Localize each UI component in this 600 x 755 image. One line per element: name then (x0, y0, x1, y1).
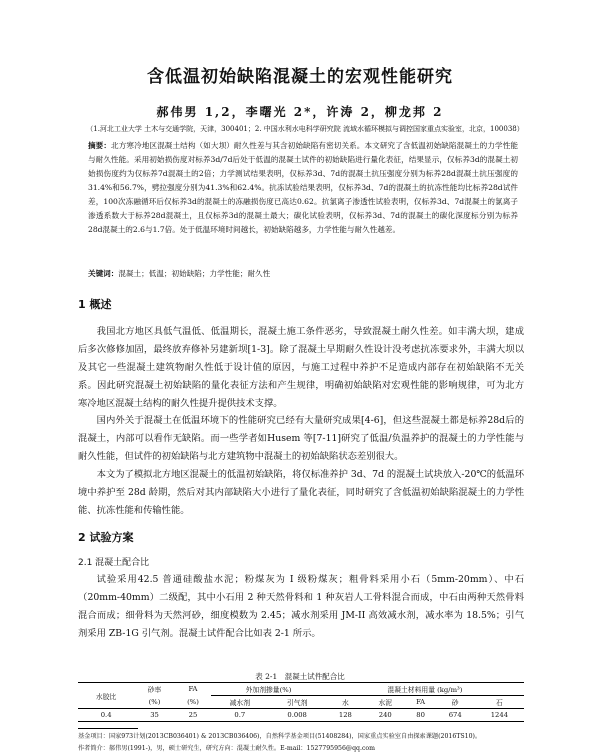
affiliation: （1.河北工业大学 土木与交通学院，天津，300401；2. 中国水利水电科学研究院 流域水循环模拟与调控国家重点实验室，北京，100038） (86, 125, 524, 133)
footnote-author-bio: 作者简介：郝伟男(1991-)，男，硕士研究生，研究方向：混凝土耐久性。E-mail：1527795956@qq.com (78, 745, 376, 752)
body-paragraph: 试验采用42.5 普通硅酸盐水泥；粉煤灰为 I 级粉煤灰；粗骨料采用小石（5mm-20mm）、中石（20mm-40mm）二级配，其中小石用 2 种天然骨料和 1 种灰岩人工骨料混合而成，中石由两种天然骨料混合而成；细骨料为天然河砂，细度模数为 2.45；减水剂采用 JM-II 高效减水剂，减水率为 18.5%；引气剂采用 ZB-1G 引气剂。混凝土试件配合比如表 2-1 所示。 (78, 574, 524, 639)
abstract-text: 北方寒冷地区混凝土结构（如大坝）耐久性差与其含初始缺陷有密切关系。本文研究了含低温初始缺陷混凝土的力学性能与耐久性能。采用初始损伤度对标养3d/7d后处于低温的混凝土试件的初始缺陷进行量化表征，结果显示，仅标养3d的混凝土初始损伤度约为仅标养7d混凝土的2倍；力学测试结果表明，仅标养3d、7d的混凝土抗压强度分别为标养28d混凝土抗压强度的31.4%和56.7%，劈拉强度分别为41.3%和62.4%。抗冻试验结果表明，仅标养3d、7d的混凝土的抗冻性能均比标养28d试件差，100次冻融循环后仅标养3d的混凝土的冻融损伤度已高达0.62。抗氯离子渗透性试验表明，仅标养3d、7d混凝土的氯离子渗透系数大于标养28d混凝土，且仅标养3d的混凝土最大；碳化试验表明，仅标养3d、7d的混凝土的碳化深度标分别为标养28d混凝土的2.6与1.7倍。处于低温环境时间越长，初始缺陷越多，力学性能与耐久性越差。 (88, 141, 519, 234)
table-cell: 0.7 (211, 709, 268, 722)
header-cell: 水胶比 (78, 683, 134, 709)
paper-title: 含低温初始缺陷混凝土的宏观性能研究 (147, 67, 453, 87)
header-cell: 混凝土材料用量 (kg/m³) (326, 683, 524, 696)
abstract (88, 139, 518, 237)
mix-proportion-table (78, 682, 524, 722)
table-cell: 674 (436, 709, 475, 722)
header-cell: (%) (187, 697, 199, 706)
header-cell: 外加剂掺量(%) (211, 683, 326, 696)
table-cell: 80 (406, 709, 436, 722)
section-heading-overview: 1 概述 (78, 298, 112, 311)
keywords-text: 混凝土；低温；初始缺陷；力学性能；耐久性 (118, 269, 271, 278)
table-cell: 25 (175, 709, 211, 722)
table-subheader-row (78, 696, 524, 709)
table-caption: 表 2-1 混凝土试件配合比 (255, 672, 345, 681)
header-cell: 砂率 (134, 683, 175, 696)
table-cell: 240 (365, 709, 406, 722)
table-cell: 35 (134, 709, 175, 722)
table-cell: 0.4 (78, 709, 134, 722)
body-paragraph: 国内外关于混凝土在低温环境下的性能研究已经有大量研究成果[4-6]，但这些混凝土都是标养28d后的混凝土，内部可以看作无缺陷。而一些学者如Husem 等[7-11]研究了低温/负温养护的混凝土的力学性能与耐久性能，但试件的初始缺陷与北方建筑物中混凝土的初始缺陷状态差别很大。 (78, 415, 524, 462)
header-cell: FA (175, 683, 211, 696)
table-header-row (78, 683, 524, 696)
header-cell: 引气剂 (286, 699, 308, 707)
footnote-funding: 基金项目：国家973计划(2013CB036401) & 2013CB036406)，自然科学基金项目(51408284)，国家重点实验室自由探索课题(2016TS10)。 (78, 733, 482, 740)
abstract-label: 摘要： (88, 141, 112, 150)
header-cell: 水泥 (378, 699, 393, 707)
subsection-heading-mix: 2.1 混凝土配合比 (78, 558, 150, 568)
body-paragraph: 我国北方地区具低气温低、低温期长，混凝土施工条件恶劣，导致混凝土耐久性差。如丰满大坝，建成后多次修修加固，最终放弃修补另建新坝[1-3]。除了混凝土早期耐久性设计没考虑抗冻要求外，丰满大坝以及其它一些混凝土建筑物耐久性低于设计值的原因，与施工过程中养护不足造成内部存在初始缺陷不无关系。因此研究混凝土初始缺陷的量化表征方法和产生规律，明确初始缺陷对宏观性能的影响规律，可为北方寒冷地区混凝土结构的耐久性提升提供技术支撑。 (78, 326, 524, 409)
keywords-label: 关键词： (88, 269, 119, 278)
header-cell: 水 (342, 699, 349, 707)
header-cell: FA (416, 698, 426, 706)
section-heading-test-plan: 2 试验方案 (78, 531, 134, 544)
keywords (88, 268, 518, 279)
author-list: 郝伟男 1,2，李曙光 2*，许涛 2，柳龙邦 2 (156, 105, 444, 119)
body-paragraph: 本文为了模拟北方地区混凝土的低温初始缺陷，将仅标准养护 3d、7d 的混凝土试块放入-20℃的低温环境中养护至 28d 龄期，然后对其内部缺陷大小进行了量化表征，同时研究了含低温初始缺陷混凝土的力学性能、抗冻性能和传输性能。 (78, 469, 524, 516)
header-cell: 砂 (451, 699, 459, 707)
header-cell: 减水剂 (229, 699, 250, 707)
table-cell: 128 (326, 709, 365, 722)
table-cell: 1244 (475, 709, 524, 722)
header-cell: (%) (148, 697, 161, 706)
header-cell: 石 (495, 699, 503, 707)
footnote-divider (78, 728, 138, 729)
table-cell: 0.008 (268, 709, 325, 722)
table-row (78, 709, 524, 722)
